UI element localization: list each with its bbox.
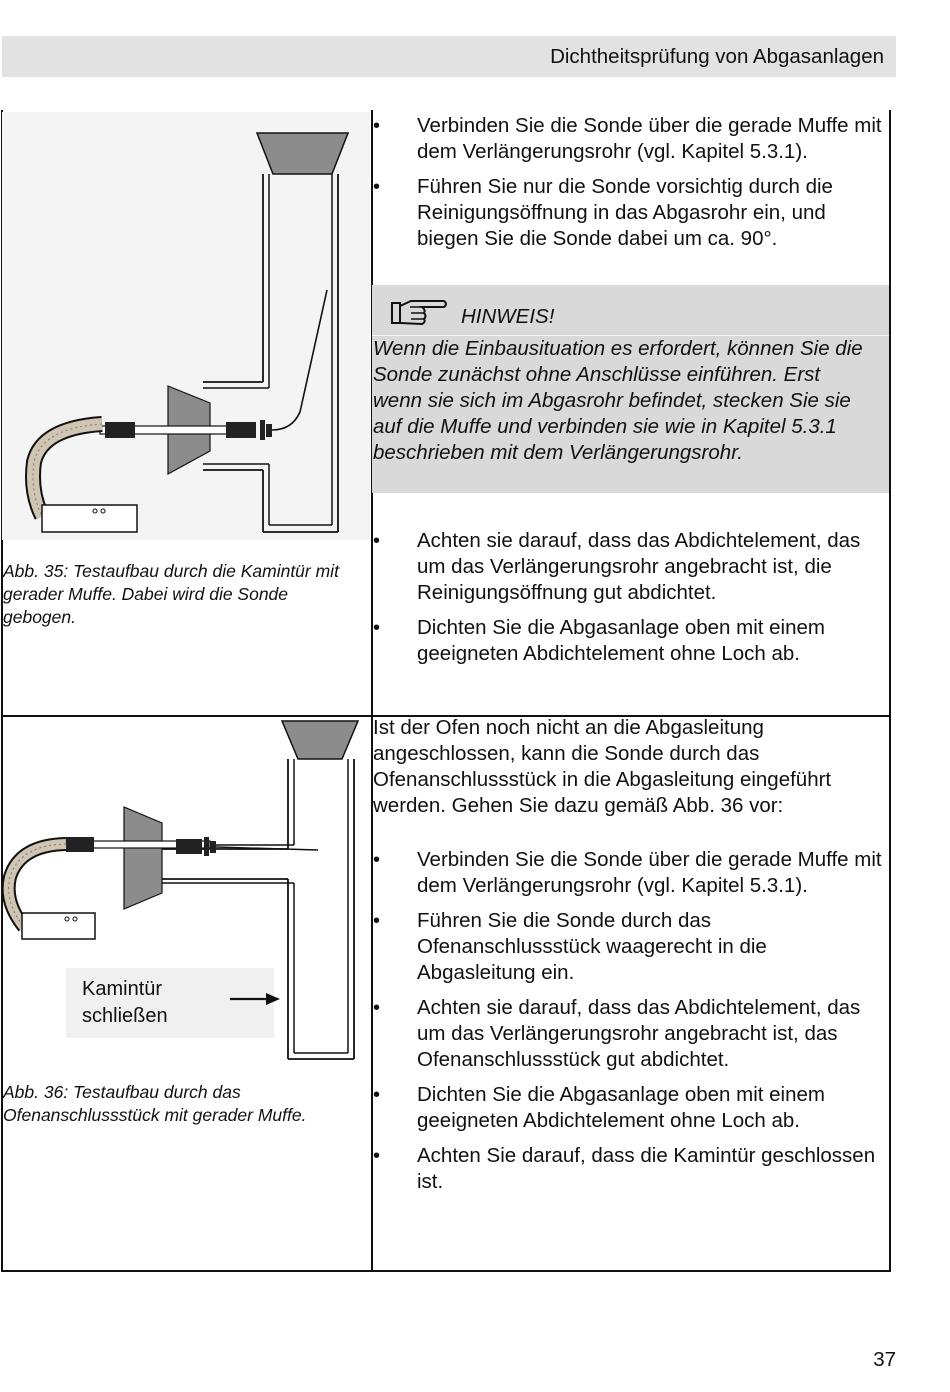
figure-35-diagram [2, 112, 372, 552]
list-item: • Führen Sie die Sonde durch das Ofenanschlussstück waagerecht in die Abgasleitung ein. [373, 908, 888, 986]
section2-list [373, 847, 888, 1204]
arrow-right-icon [230, 991, 282, 1007]
figure-35-caption: Abb. 35: Testaufbau durch die Kamintür mit gerader Muffe. Dabei wird die Sonde gebogen. [3, 561, 339, 627]
figure-36-caption: Abb. 36: Testaufbau durch das Ofenanschlussstück mit gerader Muffe. [3, 1082, 307, 1125]
section1-bottom-list [373, 528, 888, 676]
table-bottom-border [1, 1270, 891, 1272]
hint-heading: HINWEIS! [461, 305, 555, 328]
label-line-1: Kamintür [82, 978, 163, 1000]
list-item: • Verbinden Sie die Sonde über die gerade Muffe mit dem Verlängerungsrohr (vgl. Kapitel 5.3.1). [373, 847, 888, 899]
list-item: • Führen Sie nur die Sonde vorsichtig durch die Reinigungsöffnung in das Abgasrohr ein, und biegen Sie die Sonde dabei um ca. 90°. [373, 174, 888, 252]
label-line-2: schließen [82, 1005, 168, 1027]
hint-text: Wenn die Einbausituation es erfordert, können Sie die Sonde zunächst ohne Anschlüsse einführen. Erst wenn sie sich im Abgasrohr befindet, stecken Sie sie auf die Muffe und verbinden sie wie in Kapitel 5.3.1 beschrieben mit dem Verlängerungsrohr. [373, 337, 863, 464]
table-right-border [889, 110, 891, 1271]
section1-top-list [373, 113, 888, 261]
list-item: • Dichten Sie die Abgasanlage oben mit einem geeigneten Abdichtelement ohne Loch ab. [373, 1082, 888, 1134]
page-header [2, 36, 896, 77]
list-item: • Achten sie darauf, dass das Abdichtelement, das um das Verlängerungsrohr angebracht ist, die Reinigungsöffnung gut abdichtet. [373, 528, 888, 606]
list-item: • Dichten Sie die Abgasanlage oben mit einem geeigneten Abdichtelement ohne Loch ab. [373, 615, 888, 667]
pointing-hand-icon [389, 296, 449, 330]
list-item: • Achten sie darauf, dass das Abdichtelement, das um das Verlängerungsrohr angebracht ist, das Ofenanschlussstück gut abdichtet. [373, 995, 888, 1073]
page-number: 37 [873, 1348, 896, 1371]
list-item: • Achten Sie darauf, dass die Kamintür geschlossen ist. [373, 1143, 888, 1195]
section2-intro: Ist der Ofen noch nicht an die Abgasleitung angeschlossen, kann die Sonde durch das Ofenanschlussstück in die Abgasleitung eingeführt werden. Gehen Sie dazu gemäß Abb. 36 vor: [373, 716, 832, 817]
hint-box [372, 285, 889, 493]
list-item: • Verbinden Sie die Sonde über die gerade Muffe mit dem Verlängerungsrohr (vgl. Kapitel 5.3.1). [373, 113, 888, 165]
header-title: Dichtheitsprüfung von Abgasanlagen [550, 45, 884, 68]
